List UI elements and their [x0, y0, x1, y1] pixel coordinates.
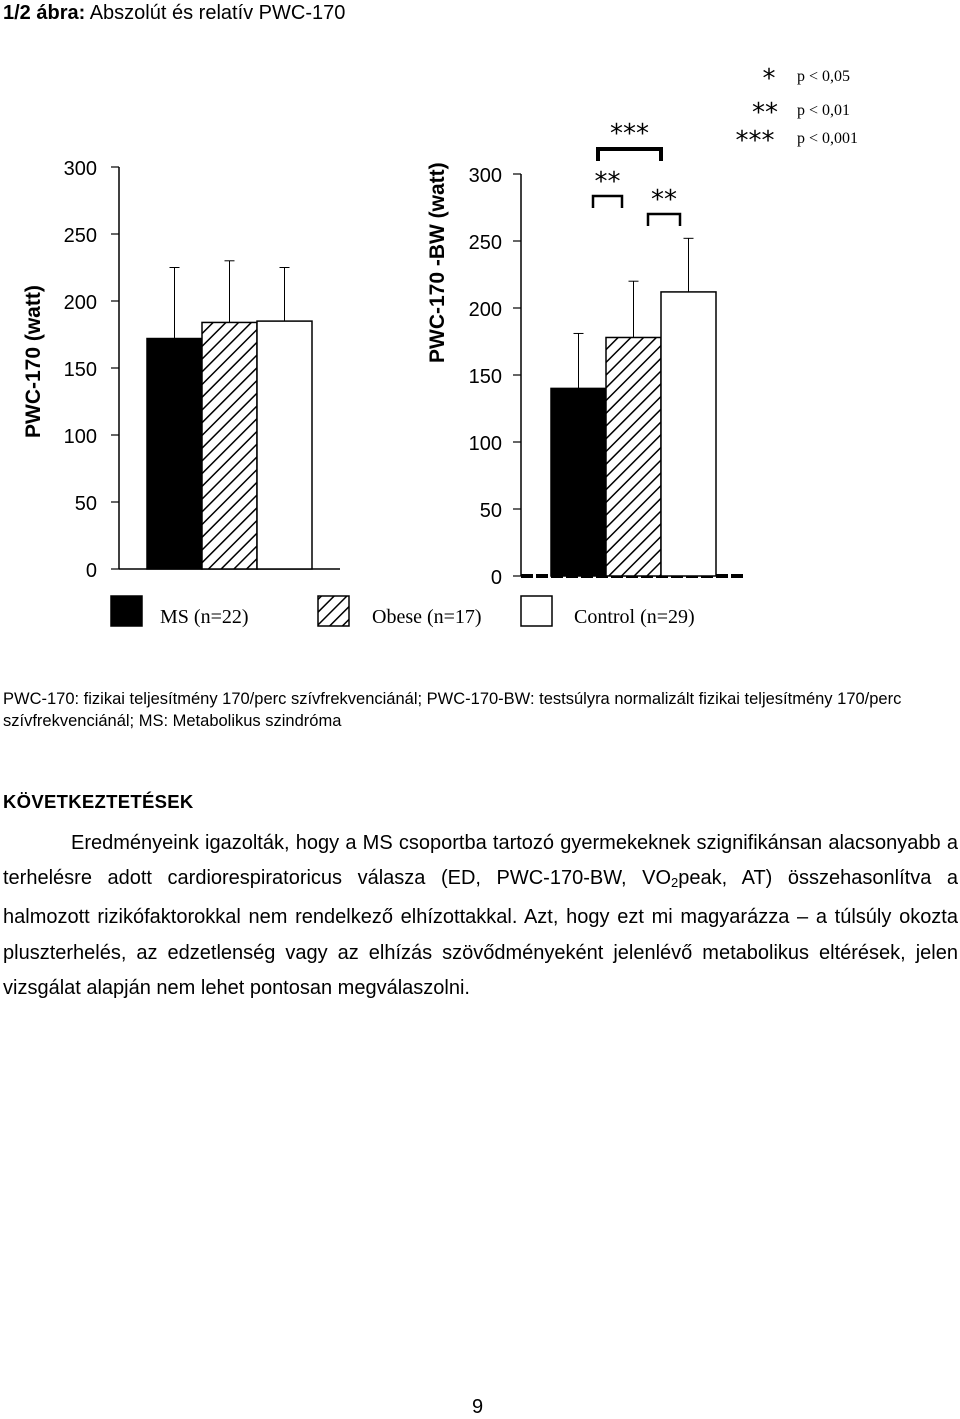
significance-key-label: p < 0,05 — [797, 68, 851, 85]
y-tick-label: 300 — [468, 165, 502, 187]
legend-label: MS (n=22) — [160, 606, 249, 628]
y-tick-label: 50 — [74, 493, 97, 515]
legend-swatch — [318, 596, 349, 626]
significance-key-stars: ** — [752, 98, 778, 128]
significance-key-stars: * — [762, 64, 776, 94]
bar — [202, 322, 257, 569]
y-tick-label: 200 — [63, 292, 97, 314]
conclusions-paragraph: Eredményeink igazolták, hogy a MS csoportba tartozó gyermekeknek szignifikánsan alacsonyabb a terhelésre adott cardiorespiratoricus válasza (ED, PWC-170-BW, $VO_2peak$, AT) összehasonlítva a halmozott rizikófaktorokkal nem rendelkező elhízottakkal. Azt, hogy ezt mi magyarázza – a túlsúly okozta pluszterhelés, az edzetlenség vagy az elhízás szövődményeként jelenlévő metabolikus eltérések, jelen vizsgálat alapján nem lehet pontosan megválaszolni. — [3, 832, 958, 999]
significance-bracket — [593, 196, 622, 208]
y-tick-label: 0 — [490, 567, 502, 589]
significance-bracket — [598, 149, 661, 161]
figure-caption: PWC-170: fizikai teljesítmény 170/perc szívfrekvenciánál; PWC-170-BW: testsúlyra normalizált fizikai teljesítmény 170/perc szívfrekvenciánál; MS: Metabolikus szindróma — [3, 690, 902, 730]
y-axis-label: PWC-170 (watt) — [22, 285, 45, 438]
significance-stars: *** — [610, 119, 649, 149]
legend-swatch — [111, 596, 142, 626]
bar — [257, 321, 312, 569]
y-tick-label: 300 — [63, 158, 97, 180]
bar — [551, 388, 606, 576]
section-heading: KÖVETKEZTETÉSEK — [3, 791, 194, 812]
significance-key-stars: *** — [735, 126, 775, 156]
legend-label: Control (n=29) — [574, 606, 695, 628]
significance-key — [736, 64, 859, 156]
significance-bracket — [648, 214, 680, 226]
page-number: 9 — [472, 1396, 484, 1418]
y-tick-label: 250 — [468, 232, 502, 254]
y-tick-label: 200 — [468, 299, 502, 321]
y-tick-label: 250 — [63, 225, 97, 247]
y-axis-label: PWC-170 -BW (watt) — [426, 162, 449, 363]
legend-label: Obese (n=17) — [372, 606, 482, 628]
bar — [661, 292, 716, 576]
figure-chart — [0, 0, 960, 650]
significance-key-label: p < 0,01 — [797, 102, 851, 119]
chart-pwc170-bw — [426, 119, 745, 589]
chart-pwc170 — [22, 158, 340, 582]
figure-title: 1/2 ábra: Abszolút és relatív PWC-170 — [3, 2, 346, 24]
y-tick-label: 150 — [63, 359, 97, 381]
significance-stars: ** — [594, 167, 621, 197]
legend-swatch — [521, 596, 552, 626]
significance-key-label: p < 0,001 — [797, 130, 859, 147]
legend — [111, 596, 695, 628]
y-tick-label: 50 — [479, 500, 502, 522]
bar — [606, 337, 661, 576]
y-tick-label: 0 — [85, 560, 97, 582]
significance-stars: ** — [651, 185, 677, 215]
y-tick-label: 150 — [468, 366, 502, 388]
y-tick-label: 100 — [63, 426, 97, 448]
bar — [147, 339, 202, 569]
y-tick-label: 100 — [468, 433, 502, 455]
